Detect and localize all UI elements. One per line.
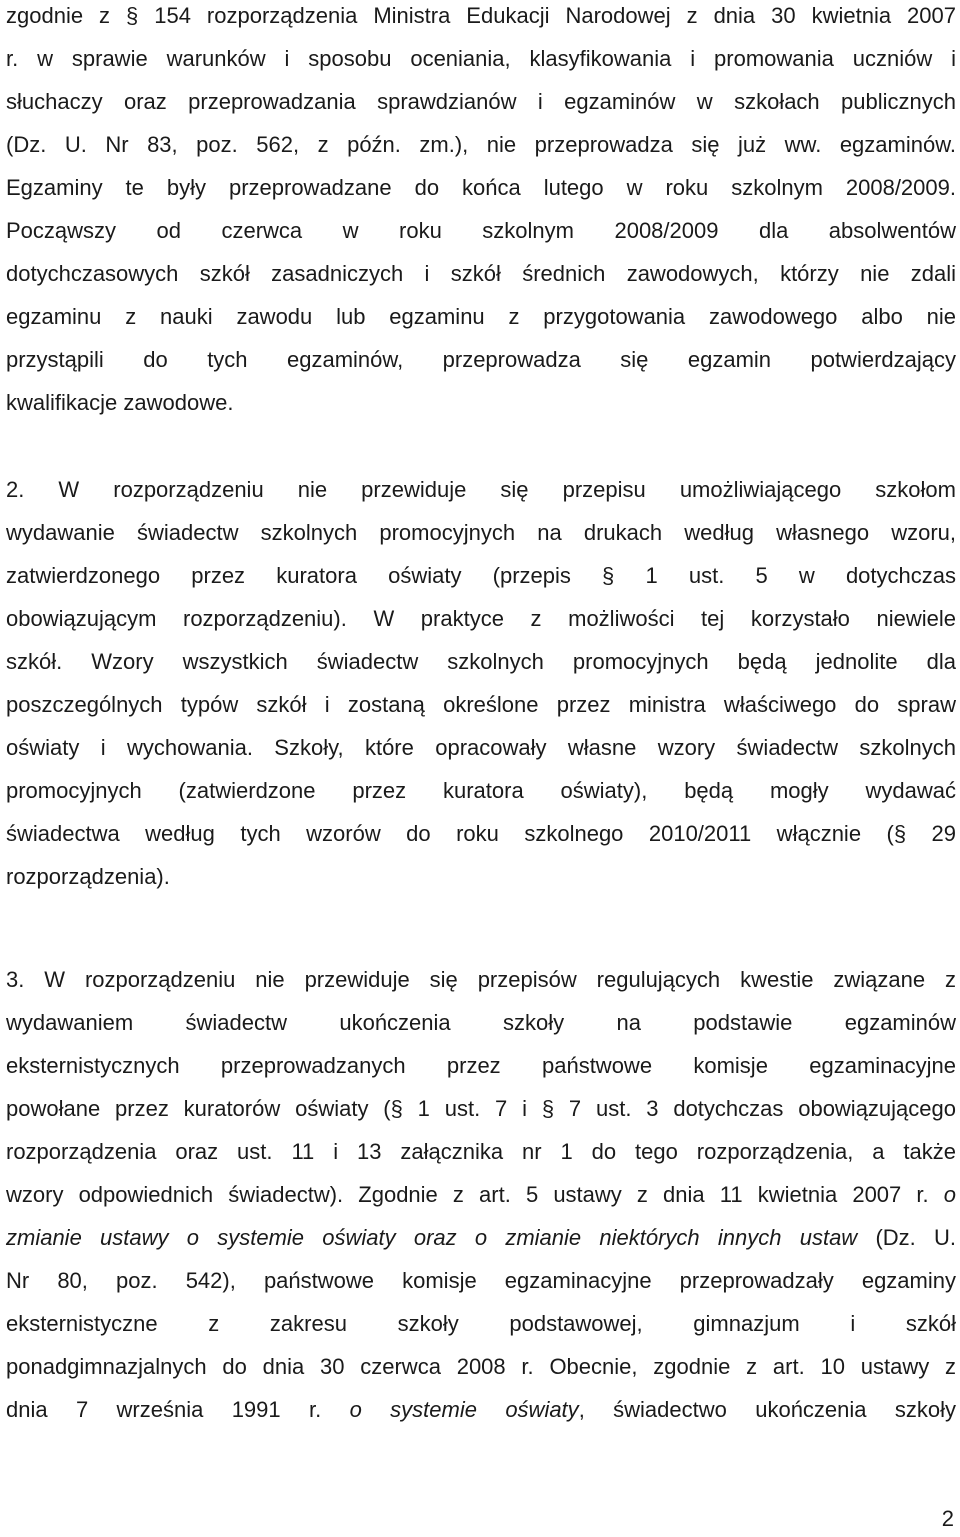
text-line: świadectwa według tych wzorów do roku szkolnego 2010/2011 włącznie (§ 29 [6, 821, 956, 846]
text-line: słuchaczy oraz przeprowadzania sprawdzianów i egzaminów w szkołach publicznych [6, 89, 956, 114]
text-line: poszczególnych typów szkół i zostaną określone przez ministra właściwego do spraw [6, 692, 956, 717]
text-segment: (Dz. U. [857, 1225, 956, 1250]
text-line: zgodnie z § 154 rozporządzenia Ministra Edukacji Narodowej z dnia 30 kwietnia 2007 [6, 3, 956, 28]
text-line: rozporządzenia). [6, 864, 170, 889]
text-line: (Dz. U. Nr 83, poz. 562, z późn. zm.), nie przeprowadza się już ww. egzaminów. [6, 132, 956, 157]
text-line: egzaminu z nauki zawodu lub egzaminu z przygotowania zawodowego albo nie [6, 304, 956, 329]
text-line: 2. W rozporządzeniu nie przewiduje się przepisu umożliwiającego szkołom [6, 477, 956, 502]
text-segment: , świadectwo ukończenia szkoły [578, 1397, 956, 1422]
text-line [6, 1396, 956, 1424]
italic-title: o [943, 1182, 956, 1207]
text-line: obowiązującym rozporządzeniu). W praktyce z możliwości tej korzystało niewiele [6, 606, 956, 631]
text-line: zatwierdzonego przez kuratora oświaty (przepis § 1 ust. 5 w dotychczas [6, 563, 956, 588]
page-number: 2 [941, 1506, 954, 1531]
text-line: 3. W rozporządzeniu nie przewiduje się przepisów regulujących kwestie związane z [6, 967, 956, 992]
text-line: ponadgimnazjalnych do dnia 30 czerwca 2008 r. Obecnie, zgodnie z art. 10 ustawy z [6, 1354, 956, 1379]
text-segment: wzory odpowiednich świadectw). Zgodnie z art. 5 ustawy z dnia 11 kwietnia 2007 r. [6, 1182, 944, 1207]
text-line: eksternistycznych przeprowadzanych przez państwowe komisje egzaminacyjne [6, 1053, 956, 1078]
text-line: wydawanie świadectw szkolnych promocyjnych na drukach według własnego wzoru, [6, 520, 956, 545]
italic-title: zmianie ustawy o systemie oświaty oraz o zmianie niektórych innych ustaw [6, 1225, 858, 1250]
text-line: przystąpili do tych egzaminów, przeprowadza się egzamin potwierdzający [6, 347, 956, 372]
text-line: szkół. Wzory wszystkich świadectw szkolnych promocyjnych będą jednolite dla [6, 649, 956, 674]
text-line: Począwszy od czerwca w roku szkolnym 2008/2009 dla absolwentów [6, 218, 956, 243]
text-line: powołane przez kuratorów oświaty (§ 1 ust. 7 i § 7 ust. 3 dotychczas obowiązującego [6, 1096, 956, 1121]
text-line: oświaty i wychowania. Szkoły, które opracowały własne wzory świadectw szkolnych [6, 735, 956, 760]
italic-title: o systemie oświaty [349, 1397, 579, 1422]
text-line [6, 1181, 956, 1209]
text-line [6, 1224, 956, 1252]
text-line: wydawaniem świadectw ukończenia szkoły na podstawie egzaminów [6, 1010, 956, 1035]
text-line: r. w sprawie warunków i sposobu oceniania, klasyfikowania i promowania uczniów i [6, 46, 956, 71]
text-line: Nr 80, poz. 542), państwowe komisje egzaminacyjne przeprowadzały egzaminy [6, 1268, 956, 1293]
text-line: dotychczasowych szkół zasadniczych i szkół średnich zawodowych, którzy nie zdali [6, 261, 956, 286]
text-line: eksternistyczne z zakresu szkoły podstawowej, gimnazjum i szkół [6, 1311, 956, 1336]
text-line: Egzaminy te były przeprowadzane do końca lutego w roku szkolnym 2008/2009. [6, 175, 956, 200]
text-line: kwalifikacje zawodowe. [6, 390, 234, 415]
text-line: rozporządzenia oraz ust. 11 i 13 załącznika nr 1 do tego rozporządzenia, a także [6, 1139, 956, 1164]
text-line: promocyjnych (zatwierdzone przez kuratora oświaty), będą mogły wydawać [6, 778, 956, 803]
text-segment: dnia 7 września 1991 r. [6, 1397, 350, 1422]
